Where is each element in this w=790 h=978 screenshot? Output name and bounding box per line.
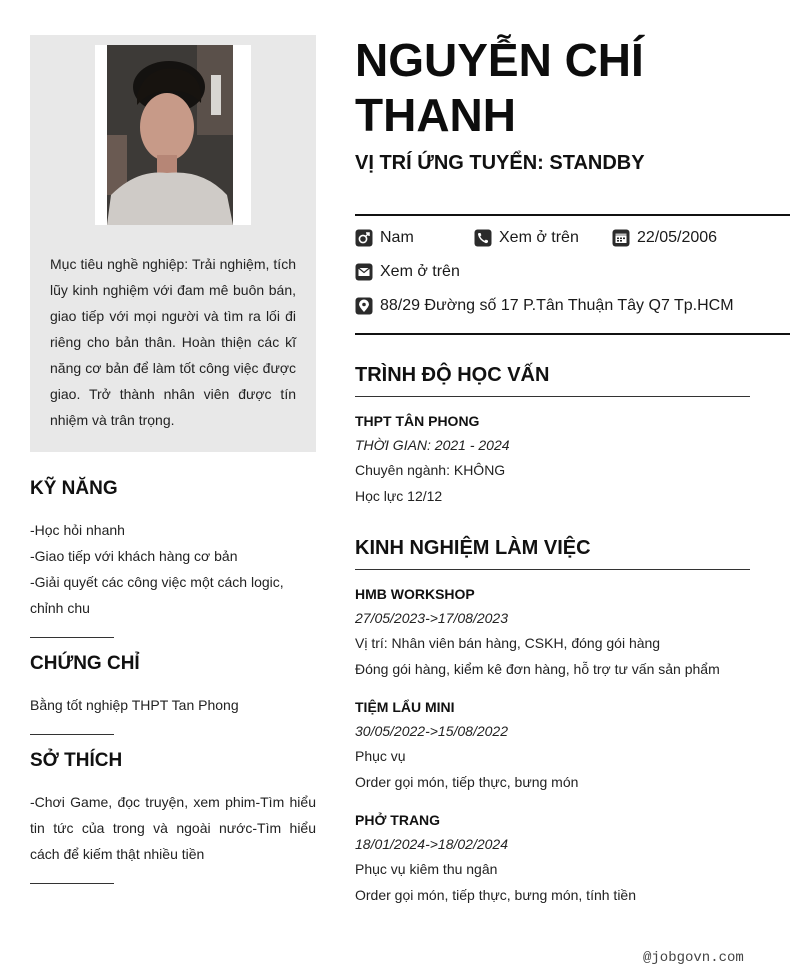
hobbies-text: -Chơi Game, đọc truyện, xem phim-Tìm hiểu tin tức của trong và ngoài nước-Tìm hiểu cách để kiếm thật nhiều tiền (30, 794, 316, 862)
phone-value: Xem ở trên (499, 229, 579, 246)
profile-panel (30, 35, 316, 452)
skill-item: -Học hỏi nhanh (30, 522, 125, 538)
divider (30, 734, 114, 735)
job-duties: Order gọi món, tiếp thực, bưng món (355, 774, 579, 790)
job-role: Phục vụ kiêm thu ngân (355, 861, 498, 877)
certificates-heading: CHỨNG CHỈ (30, 653, 140, 674)
address-value: 88/29 Đường số 17 P.Tân Thuận Tây Q7 Tp.HCM (380, 297, 734, 314)
education-grade: Học lực 12/12 (355, 488, 443, 504)
candidate-name (355, 33, 775, 143)
contact-email (355, 263, 460, 281)
contact-phone (474, 229, 579, 247)
job-dates: 30/05/2022->15/08/2022 (355, 723, 508, 739)
contact-top-rule (355, 214, 790, 216)
experience-heading: KINH NGHIỆM LÀM VIỆC (355, 537, 591, 559)
school-name: THPT TÂN PHONG (355, 413, 480, 429)
education-time: THỜI GIAN: 2021 - 2024 (355, 437, 510, 453)
job-company: HMB WORKSHOP (355, 586, 475, 602)
job-duties: Đóng gói hàng, kiểm kê đơn hàng, hỗ trợ tư vấn sản phẩm (355, 661, 720, 677)
job-dates: 18/01/2024->18/02/2024 (355, 836, 508, 852)
job-company: PHỞ TRANG (355, 812, 441, 828)
divider (30, 637, 114, 638)
email-value: Xem ở trên (380, 263, 460, 280)
birthday-value: 22/05/2006 (637, 229, 718, 246)
gender-icon (355, 229, 373, 247)
skill-item: -Giao tiếp với khách hàng cơ bản (30, 548, 238, 564)
contact-bottom-rule (355, 333, 790, 335)
profile-photo (107, 45, 233, 225)
contact-gender (355, 229, 414, 247)
education-heading: TRÌNH ĐỘ HỌC VẤN (355, 364, 550, 386)
phone-icon (474, 229, 492, 247)
calendar-icon (612, 229, 630, 247)
name-line-1: NGUYỄN CHÍ (355, 34, 644, 86)
contact-address (355, 297, 734, 315)
job-role: Phục vụ (355, 748, 406, 764)
education-rule (355, 396, 750, 397)
skills-heading: KỸ NĂNG (30, 478, 118, 499)
skill-item: chỉnh chu (30, 600, 90, 616)
job-duties: Order gọi món, tiếp thực, bưng món, tính tiền (355, 887, 636, 903)
job-dates: 27/05/2023->17/08/2023 (355, 610, 508, 626)
applied-position: VỊ TRÍ ỨNG TUYỂN: STANDBY (355, 152, 645, 174)
gender-value: Nam (380, 229, 414, 246)
name-line-2: THANH (355, 89, 516, 141)
watermark: @jobgovn.com (643, 950, 744, 966)
email-icon (355, 263, 373, 281)
location-icon (355, 297, 373, 315)
skill-item: -Giải quyết các công việc một cách logic, (30, 574, 284, 590)
certificate-item: Bằng tốt nghiệp THPT Tan Phong (30, 697, 239, 713)
divider (30, 883, 114, 884)
experience-rule (355, 569, 750, 570)
hobbies-heading: SỞ THÍCH (30, 750, 123, 771)
profile-photo-frame (95, 45, 251, 225)
career-objective: Mục tiêu nghề nghiệp: Trải nghiệm, tích lũy kinh nghiệm với đam mê buôn bán, giao tiếp với mọi người và tìm ra lối đi riêng cho bản thân. Hoàn thiện các kĩ năng cơ bản để làm tốt công việc được giao. Trở thành nhân viên được tín nhiệm và trân trọng. (50, 256, 296, 428)
job-company: TIỆM LẨU MINI (355, 699, 455, 715)
education-major: Chuyên ngành: KHÔNG (355, 462, 506, 478)
contact-birthday (612, 229, 717, 247)
job-role: Vị trí: Nhân viên bán hàng, CSKH, đóng gói hàng (355, 635, 661, 651)
